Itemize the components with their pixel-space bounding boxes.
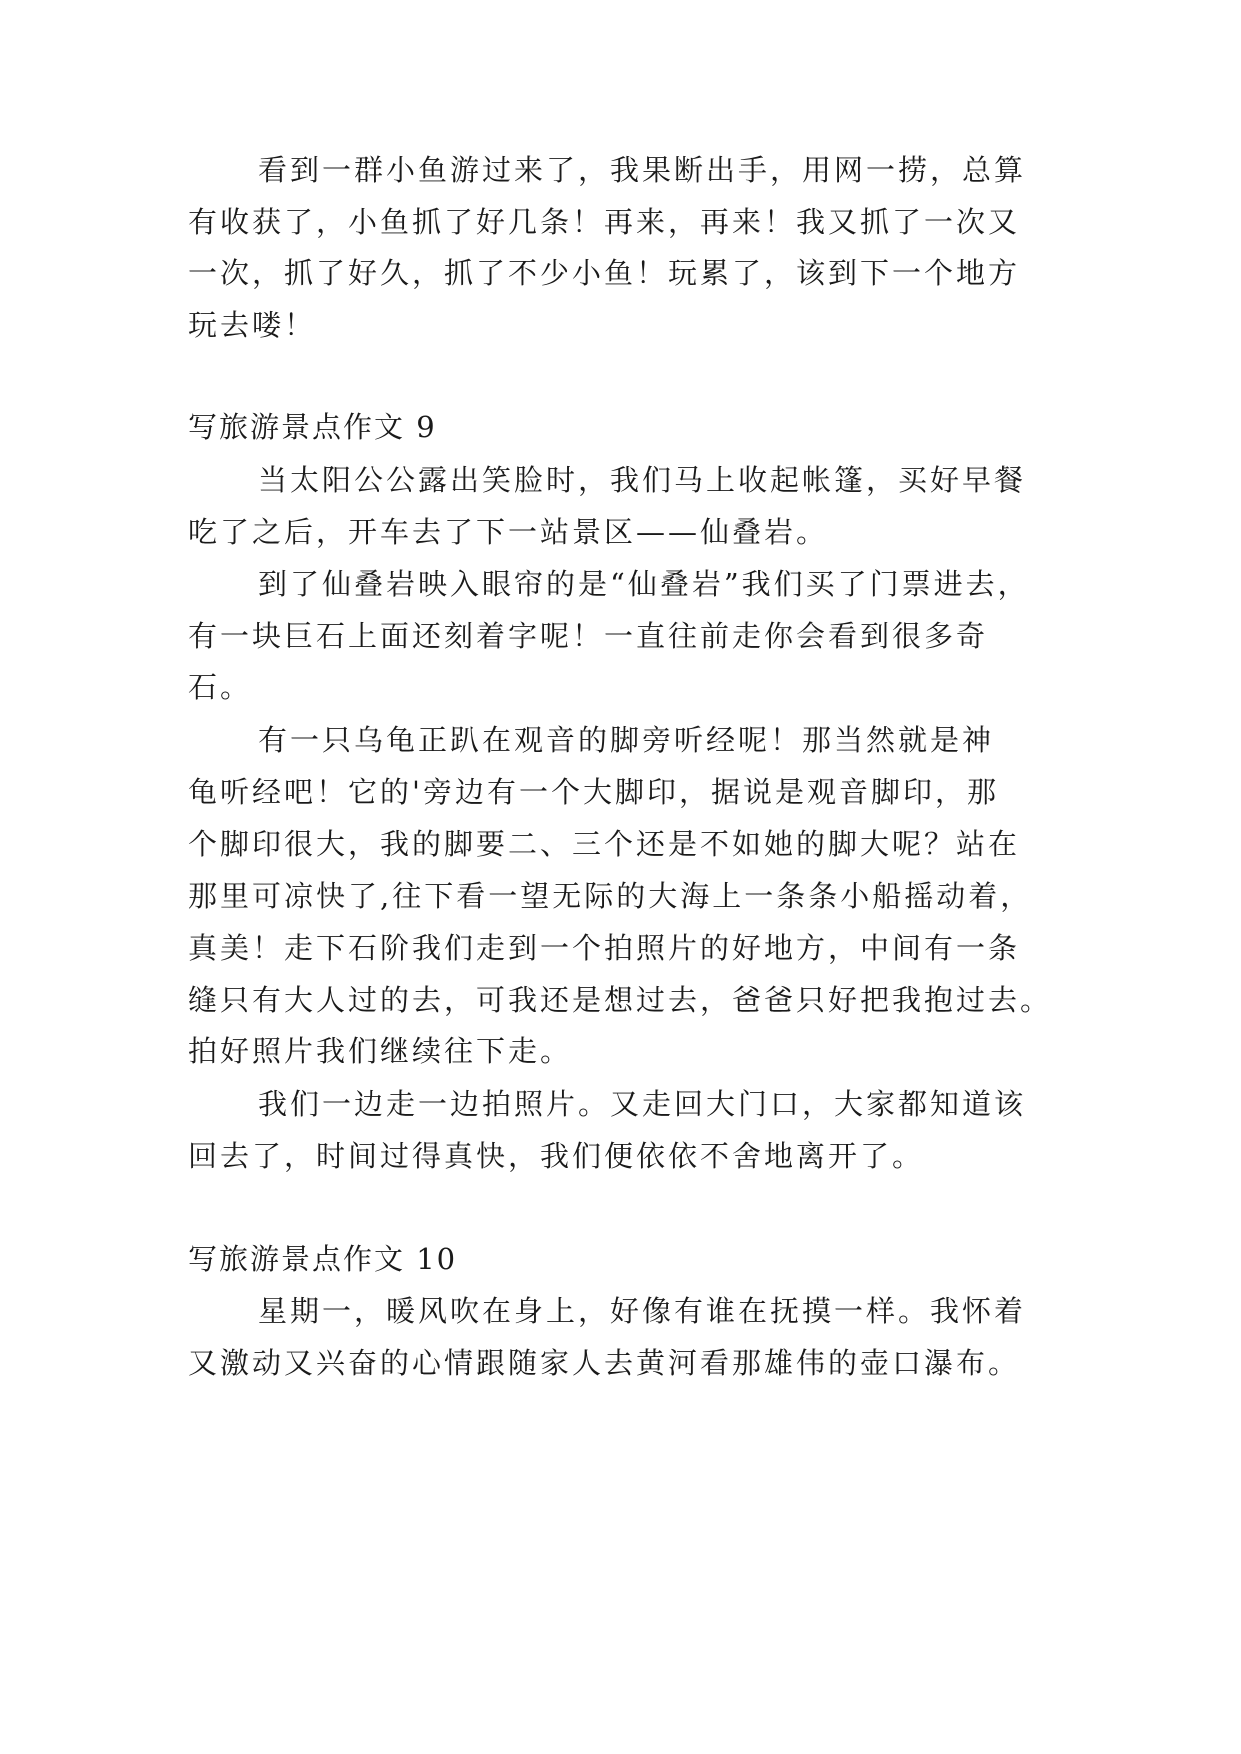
paragraph-line: 有一只乌龟正趴在观音的脚旁听经呢！那当然就是神 — [258, 723, 995, 757]
paragraph-line: 回去了，时间过得真快，我们便依依不舍地离开了。 — [188, 1139, 925, 1173]
paragraph-line: 有收获了，小鱼抓了好几条！再来，再来！我又抓了一次又 — [188, 205, 1021, 239]
paragraph-line: 一次，抓了好久，抓了不少小鱼！玩累了，该到下一个地方 — [188, 256, 1021, 290]
paragraph-line: 那里可凉快了,往下看一望无际的大海上一条条小船摇动着， — [188, 879, 1033, 913]
paragraph-line: 看到一群小鱼游过来了，我果断出手，用网一捞，总算 — [258, 153, 1027, 187]
paragraph-line: 吃了之后，开车去了下一站景区——仙叠岩。 — [188, 515, 829, 549]
paragraph-line: 到了仙叠岩映入眼帘的是“仙叠岩”我们买了门票进去， — [258, 567, 1030, 601]
paragraph-line: 个脚印很大，我的脚要二、三个还是不如她的脚大呢？站在 — [188, 827, 1021, 861]
paragraph-line: 当太阳公公露出笑脸时，我们马上收起帐篷，买好早餐 — [258, 463, 1027, 497]
paragraph-line: 石。 — [188, 670, 253, 704]
paragraph-line: 星期一，暖风吹在身上，好像有谁在抚摸一样。我怀着 — [258, 1294, 1027, 1328]
paragraph-line: 有一块巨石上面还刻着字呢！一直往前走你会看到很多奇 — [188, 619, 989, 653]
section-heading: 写旅游景点作文 9 — [188, 410, 437, 444]
paragraph-line: 龟听经吧！它的'旁边有一个大脚印，据说是观音脚印，那 — [188, 775, 999, 809]
paragraph-line: 我们一边走一边拍照片。又走回大门口，大家都知道该 — [258, 1087, 1027, 1121]
section-heading: 写旅游景点作文 10 — [188, 1242, 458, 1276]
paragraph-line: 真美！走下石阶我们走到一个拍照片的好地方，中间有一条 — [188, 931, 1021, 965]
paragraph-line: 拍好照片我们继续往下走。 — [188, 1034, 573, 1068]
paragraph-line: 又激动又兴奋的心情跟随家人去黄河看那雄伟的壶口瀑布。 — [188, 1346, 1021, 1380]
paragraph-line: 缝只有大人过的去，可我还是想过去，爸爸只好把我抱过去。 — [188, 983, 1053, 1017]
paragraph-line: 玩去喽！ — [188, 308, 317, 342]
